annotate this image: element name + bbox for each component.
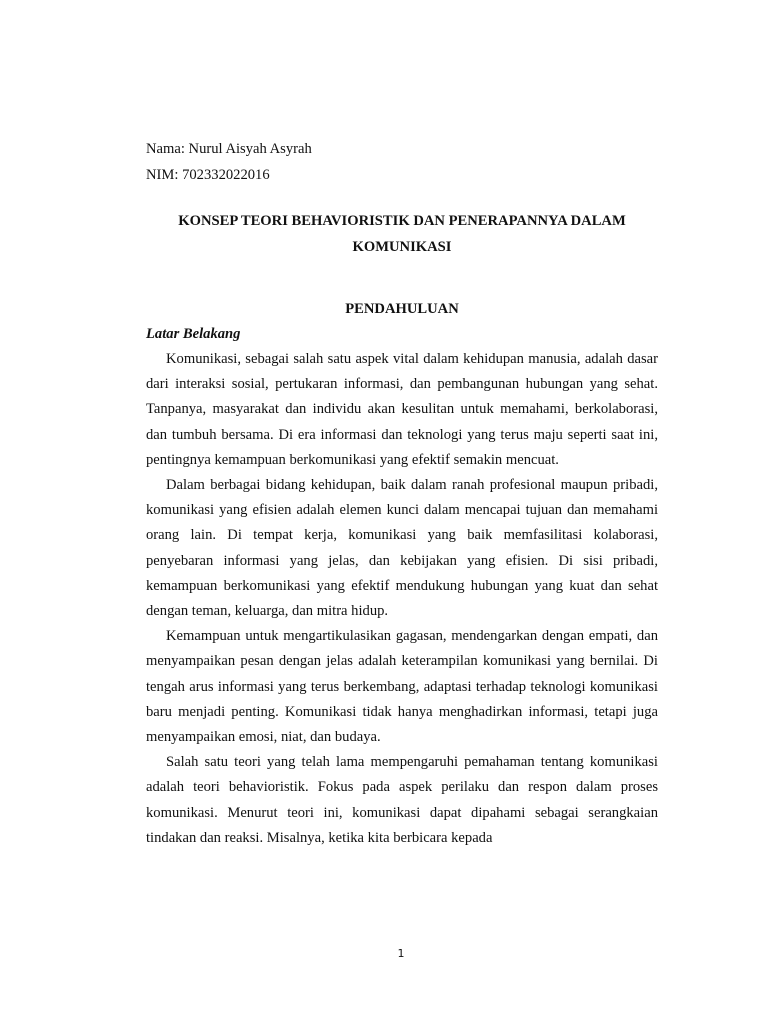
- section-heading: PENDAHULUAN: [345, 301, 459, 317]
- subsection-heading: Latar Belakang: [146, 326, 241, 342]
- paragraph: Kemampuan untuk mengartikulasikan gagasan, mendengarkan dengan empati, dan menyampaikan pesan dengan jelas adalah keterampilan komunikasi yang bernilai. Di tengah arus informasi yang terus berkembang, adaptasi terhadap teknologi komunikasi baru menjadi penting. Komunikasi tidak hanya menghadirkan informasi, tetapi juga menyampaikan emosi, niat, dan budaya.: [146, 628, 658, 746]
- document-title: KONSEP TEORI BEHAVIORISTIK DAN PENERAPANNYA DALAM KOMUNIKASI: [178, 213, 626, 255]
- paragraph: Salah satu teori yang telah lama mempengaruhi pemahaman tentang komunikasi adalah teori behavioristik. Fokus pada aspek perilaku dan respon dalam proses komunikasi. Menurut teori ini, komunikasi dapat dipahami sebagai serangkaian tindakan dan reaksi. Misalnya, ketika kita berbicara kepada: [146, 754, 658, 846]
- paragraph: Komunikasi, sebagai salah satu aspek vital dalam kehidupan manusia, adalah dasar dari interaksi sosial, pertukaran informasi, dan pembangunan hubungan yang sehat. Tanpanya, masyarakat dan individu akan kesulitan untuk memahami, berkolaborasi, dan tumbuh bersama. Di era informasi dan teknologi yang terus maju seperti saat ini, pentingnya kemampuan berkomunikasi yang efektif semakin mencuat.: [146, 351, 658, 468]
- page-number: 1: [397, 947, 405, 960]
- author-info: [146, 137, 658, 188]
- body-text: [146, 347, 658, 851]
- paragraph: Dalam berbagai bidang kehidupan, baik dalam ranah profesional maupun pribadi, komunikasi yang efisien adalah elemen kunci dalam mencapai tujuan dan memahami orang lain. Di tempat kerja, komunikasi yang baik memfasilitasi kolaborasi, penyebaran informasi yang jelas, dan kebijakan yang efisien. Di sisi pribadi, kemampuan berkomunikasi yang efektif mendukung hubungan yang kuat dan sehat dengan teman, keluarga, dan mitra hidup.: [146, 477, 658, 620]
- student-id: NIM: 702332022016: [146, 166, 270, 183]
- author-name: Nama: Nurul Aisyah Asyrah: [146, 141, 312, 157]
